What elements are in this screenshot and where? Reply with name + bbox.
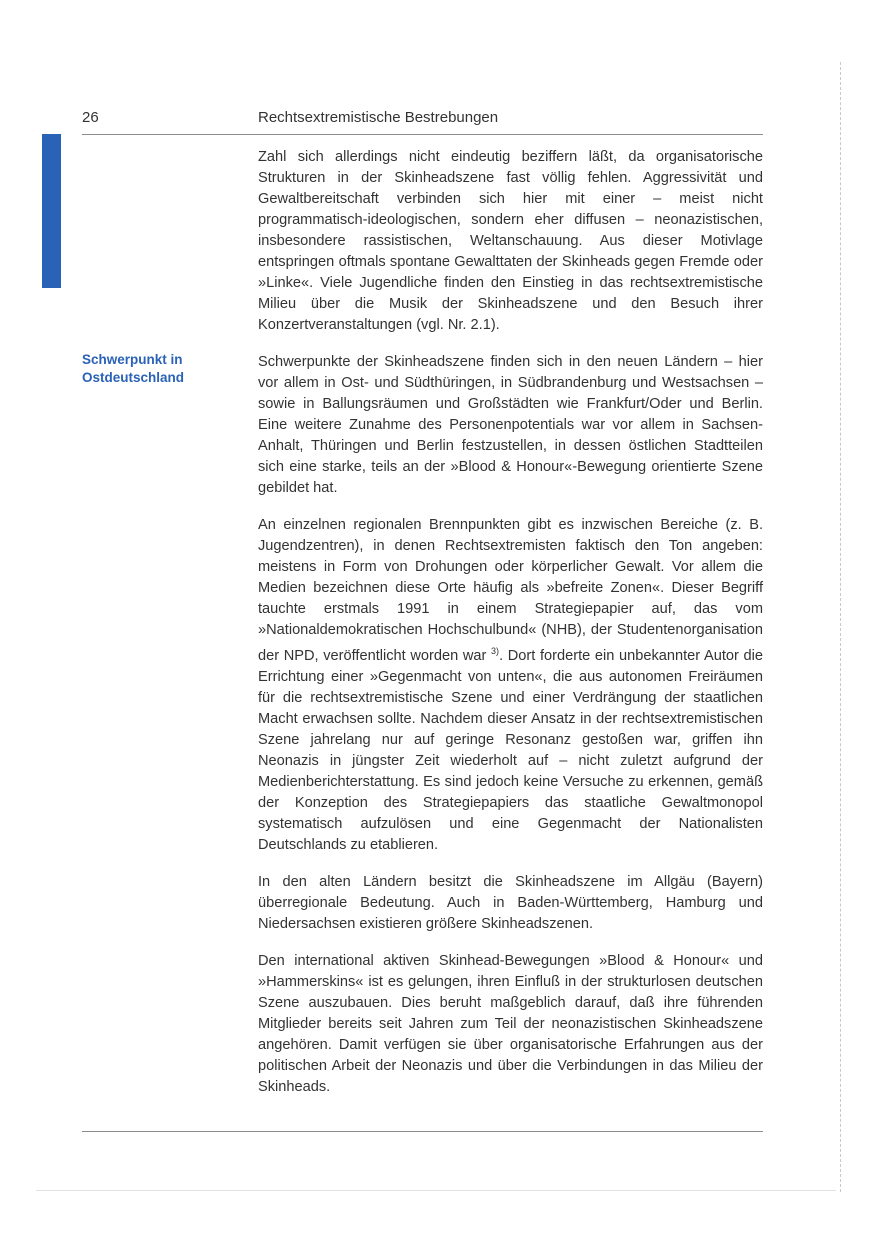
margin-note-line-1: Schwerpunkt in bbox=[82, 352, 183, 367]
page-edge bbox=[832, 62, 841, 1192]
margin-note-line-2: Ostdeutschland bbox=[82, 370, 185, 385]
page-number: 26 bbox=[82, 109, 99, 126]
body-text bbox=[258, 147, 763, 1114]
running-head: Rechtsextremistische Bestrebungen bbox=[258, 109, 499, 126]
margin-note bbox=[82, 351, 242, 387]
footer-rule bbox=[82, 1131, 763, 1132]
paragraph-3-text-after: . Dort forderte ein unbekannter Autor die Errichtung einer »Gegenmacht von unten«, die aus autonomen Freiräumen für die rechtsextremistische Szene und einer Verdrängung der staatlichen Macht erwachsen sollte. Nachdem dieser Ansatz in der rechtsextremistischen Szene jahrelang nur auf geringe Resonanz gestoßen war, griffen ihn Neonazis in jüngster Zeit wiederholt auf – nicht zuletzt aufgrund der Medienberichterstattung. Es sind jedoch keine Versuche zu erkennen, gemäß der Konzeption des Strategiepapiers das staatliche Gewaltmonopol systematisch aufzulösen und eine Gegenmacht der Nationalisten Deutschlands zu etablieren. bbox=[258, 647, 763, 853]
paragraph-2: Schwerpunkte der Skinheadszene finden sich in den neuen Ländern – hier vor allem in Ost- und Südthüringen, in Südbrandenburg und Westsachsen – sowie in Ballungsräumen und Großstädten wie Frankfurt/Oder und Berlin. Eine weitere Zunahme des Personenpotentials war vor allem in Sachsen-Anhalt, Thüringen und Berlin festzustellen, in dessen östlichen Stadtteilen sich eine starke, teils an der »Blood & Honour«-Bewegung orientierte Szene gebildet hat. bbox=[258, 354, 763, 496]
accent-bar bbox=[42, 134, 61, 288]
page-bottom-edge bbox=[36, 1190, 836, 1191]
paragraph-3-text-before: An einzelnen regionalen Brennpunkten gibt es inzwischen Bereiche (z. B. Jugendzentren), in denen Rechtsextremisten faktisch den Ton angeben: meistens in Form von Drohungen oder körperlicher Gewalt. Vor allem die Medien bezeichnen diese Orte häufig als »befreite Zonen«. Dieser Begriff tauchte erstmals 1991 in einem Strategiepapier auf, das vom »Nationaldemokratischen Hochschulbund« (NHB), der Studentenorganisation der NPD, veröffentlicht worden war bbox=[258, 517, 763, 664]
paragraph-3 bbox=[258, 515, 763, 856]
footnote-marker: 3) bbox=[491, 646, 500, 656]
paragraph-4: In den alten Ländern besitzt die Skinheadszene im Allgäu (Bayern) überregionale Bedeutung. Auch in Baden-Württemberg, Hamburg und Niedersachsen existieren größere Skinheadszenen. bbox=[258, 873, 763, 932]
paragraph-5: Den international aktiven Skinhead-Bewegungen »Blood & Honour« und »Hammerskins« ist es gelungen, ihren Einfluß in der strukturlosen deutschen Szene auszubauen. Dies beruht maßgeblich darauf, daß ihre führenden Mitglieder bereits seit Jahren zum Teil der neonazistischen Skinheadszene angehören. Damit verfügen sie über organisatorische Erfahrungen aus der politischen Arbeit der Neonazis und über die Verbindungen in das Milieu der Skinheads. bbox=[258, 952, 763, 1095]
header-rule bbox=[82, 134, 763, 135]
paragraph-1: Zahl sich allerdings nicht eindeutig beziffern läßt, da organisatorische Strukturen in der Skinheadszene fast völlig fehlen. Aggressivität und Gewaltbereitschaft verbinden sich hier mit einer – meist nicht programmatisch-ideologischen, sondern eher diffusen – neonazistischen, insbesondere rassistischen, Weltanschauung. Aus dieser Motivlage entspringen oftmals spontane Gewalttaten der Skinheads gegen Fremde oder »Linke«. Viele Jugendliche finden den Einstieg in das rechtsextremistische Milieu über die Musik der Skinheadszene und den Besuch ihrer Konzertveranstaltungen (vgl. Nr. 2.1). bbox=[258, 149, 763, 333]
